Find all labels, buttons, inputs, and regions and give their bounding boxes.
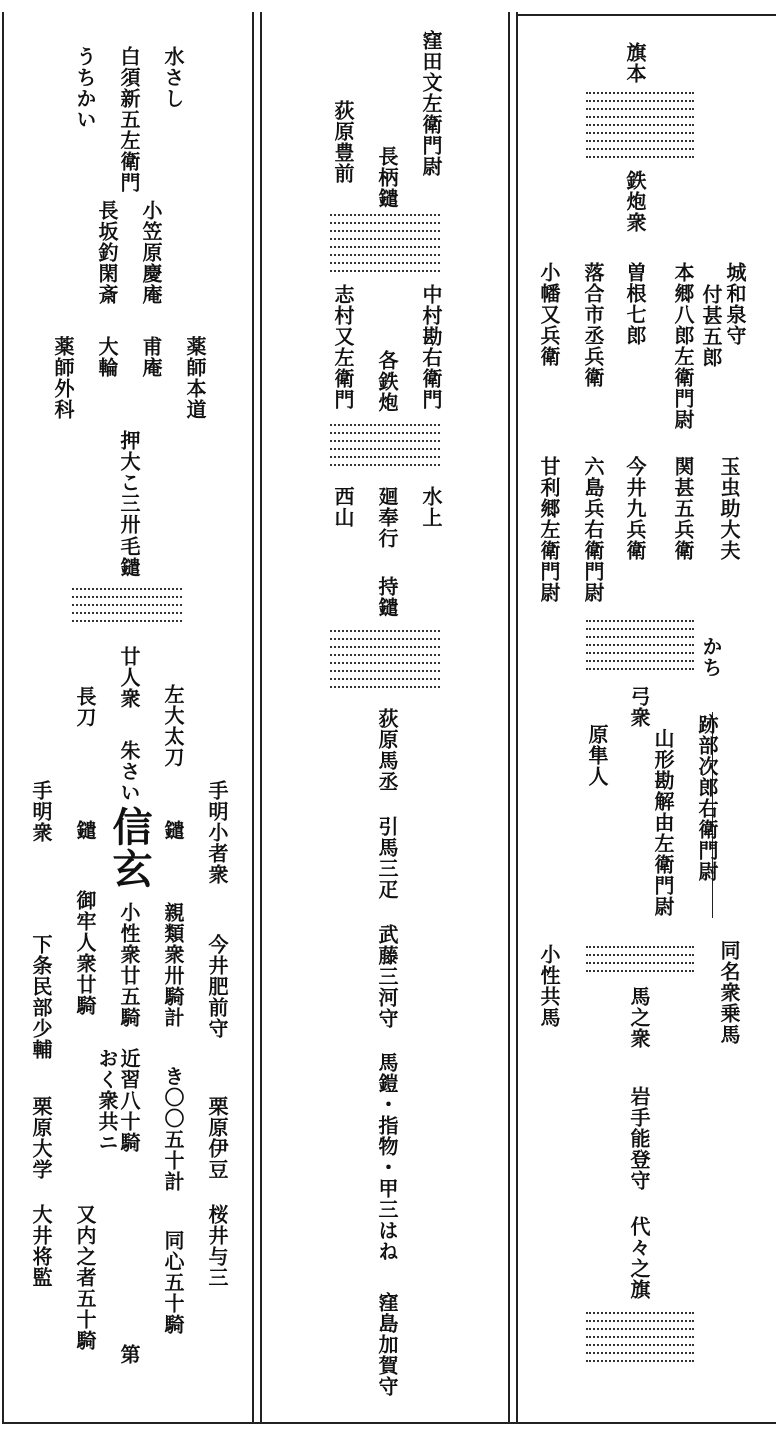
iwate-noto: 岩手能登守 (627, 1086, 651, 1191)
temei-komono-shu: 手明小者衆 (205, 780, 229, 885)
right-panel-left-line (516, 12, 518, 1424)
kinju-hachijukki: 近習八十騎 (117, 1048, 141, 1153)
obata-matabei: 小幡又兵衛 (537, 262, 561, 367)
shusai: 朱さい (117, 740, 141, 803)
oi-shogen: 大井将監 (29, 1204, 53, 1288)
dai-character: 第 (117, 1344, 141, 1365)
dotted-rule (586, 140, 694, 142)
dotted-rule (586, 668, 694, 670)
dotted-rule (330, 646, 440, 648)
dotted-rule (586, 124, 694, 126)
matauchi: 又内之者五十騎 (73, 1204, 97, 1351)
mochi-yari: 持鑓 (375, 576, 399, 618)
dotted-rule (330, 638, 440, 640)
dotted-rule (330, 424, 440, 426)
hoan: 甫庵 (139, 336, 163, 378)
dotted-rule (330, 670, 440, 672)
dotted-rule (586, 962, 694, 964)
middle-panel-right-line (508, 12, 510, 1424)
sone-shichiro: 曽根七郎 (623, 262, 647, 346)
imai-hizen: 今井肥前守 (205, 934, 229, 1039)
ronin-shu: 御牢人衆廿騎 (73, 890, 97, 1016)
kurihara-daigaku: 栗原大学 (29, 1096, 53, 1180)
hara-hayato: 原隼人 (585, 724, 609, 787)
ochiai-ichijo: 落合市丞兵衛 (581, 262, 605, 388)
ogasawara-keian: 小笠原慶庵 (139, 200, 163, 305)
kusushi-geka: 薬師外科 (51, 336, 75, 420)
muto-mikawa: 武藤三河守 (375, 924, 399, 1029)
nishiyama: 西山 (331, 486, 355, 528)
sakurai-yoza: 桜井与三 (205, 1204, 229, 1288)
tsuke-jingoro: 付甚五郎 (699, 284, 723, 368)
nijunin-shu: 廿人衆 (117, 646, 141, 709)
dotted-rule (586, 1312, 694, 1314)
dotted-rule (586, 652, 694, 654)
dotted-rule (72, 604, 182, 606)
shirasu: 白須新五左衛門 (117, 46, 141, 193)
kosho-tomo-uma: 小性共馬 (537, 944, 561, 1028)
kubota-bunzaemon: 窪田文左衛門尉 (419, 30, 443, 177)
hongo-hachiro: 本郷八郎左衛門尉 (671, 262, 695, 430)
dotted-rule (330, 246, 440, 248)
dotted-rule (330, 230, 440, 232)
dotted-rule (586, 116, 694, 118)
dotted-rule (330, 440, 440, 442)
shinrui-shu: 親類衆卅騎計 (161, 902, 185, 1028)
dotted-rule (586, 660, 694, 662)
teppo-shu: 鉄炮衆 (623, 170, 647, 233)
bottom-line (2, 1422, 776, 1424)
tamamushi: 玉虫助大夫 (717, 456, 741, 561)
ogiwara-umanojo: 荻原馬丞 (375, 708, 399, 792)
yamagata-kageyu: 山形勘解由左衛門尉 (651, 728, 675, 917)
dotted-rule (586, 970, 694, 972)
dotted-rule (330, 448, 440, 450)
right-panel-top-line (516, 14, 776, 16)
shimura-matazaemon: 志村又左衛門 (331, 284, 355, 410)
dotted-rule (330, 630, 440, 632)
dotted-rule (586, 1352, 694, 1354)
dotted-rule (330, 686, 440, 688)
dotted-rule (330, 238, 440, 240)
ke-yari: 毛鑓 (117, 536, 141, 578)
dotted-rule (586, 132, 694, 134)
dotted-rule (330, 456, 440, 458)
left-border-line (2, 12, 4, 1424)
dotted-rule (330, 254, 440, 256)
uchikai: うちかい (73, 46, 97, 130)
kurihara-izu: 栗原伊豆 (205, 1096, 229, 1180)
ki-gojukei: き〇〇五十計 (161, 1066, 185, 1192)
naginata: 長刀 (73, 686, 97, 728)
kubojima-kaga: 窪島加賀守 (375, 1292, 399, 1397)
mawari-bugyo: 廻奉行 (375, 486, 399, 549)
dotted-rule (586, 954, 694, 956)
left-panel-right-line (252, 12, 254, 1424)
dotted-rule (586, 620, 694, 622)
daidai-no-hata: 代々之旗 (627, 1216, 651, 1300)
mizusashi: 水さし (161, 46, 185, 109)
dotted-rule (586, 156, 694, 158)
dotted-rule (586, 100, 694, 102)
owa: 大輪 (95, 336, 119, 378)
dotted-rule (586, 1360, 694, 1362)
domyo-shu: 同名衆乗馬 (717, 940, 741, 1045)
dotted-rule (330, 222, 440, 224)
uma-no-shu: 馬之衆 (627, 986, 651, 1049)
dotted-rule (330, 262, 440, 264)
hikiuma: 引馬三疋 (375, 816, 399, 900)
dotted-rule (330, 662, 440, 664)
shingen: 信玄 (106, 806, 153, 890)
doshin-gojukki: 同心五十騎 (161, 1230, 185, 1335)
rokushima: 六島兵右衛門尉 (581, 456, 605, 603)
dotted-rule (586, 644, 694, 646)
dotted-rule (330, 214, 440, 216)
dotted-rule (586, 148, 694, 150)
dotted-rule (586, 1336, 694, 1338)
imai-kyubei: 今井九兵衛 (623, 456, 647, 561)
dotted-rule (586, 1328, 694, 1330)
amari-go: 甘利郷左衛門尉 (537, 456, 561, 603)
dotted-rule (586, 628, 694, 630)
dotted-rule (72, 612, 182, 614)
dotted-rule (330, 464, 440, 466)
okushu-tomoni: おく衆共ニ (95, 1048, 119, 1153)
kachi: かち (699, 636, 723, 678)
dotted-rule (72, 596, 182, 598)
hatamoto: 旗本 (623, 42, 647, 84)
yumi-shu: 弓衆 (627, 686, 651, 728)
mizukami: 水上 (419, 486, 443, 528)
yari-right: 鑓 (161, 820, 185, 841)
dotted-rule (330, 270, 440, 272)
jo-izumi-no-kami: 城和泉守 (723, 262, 747, 346)
kosho-shu: 小性衆廿五騎 (117, 902, 141, 1028)
kusushi-hondo: 薬師本道 (183, 336, 207, 420)
kaku-teppo: 各鉄炮 (375, 350, 399, 413)
uma-yoroi: 馬鎧・指物・甲三はね (375, 1052, 399, 1262)
dotted-rule (586, 1320, 694, 1322)
temei-shu: 手明衆 (29, 780, 53, 843)
dotted-rule (72, 620, 182, 622)
nakamura-kanemon: 中村勘右衛門 (419, 284, 443, 410)
dotted-rule (586, 108, 694, 110)
yari-left: 鑓 (73, 820, 97, 841)
dotted-rule (586, 92, 694, 94)
dotted-rule (586, 946, 694, 948)
nagasaka-chokansai: 長坂釣閑斎 (95, 200, 119, 305)
shimojo-minbu: 下条民部少輔 (29, 934, 53, 1060)
dotted-rule (330, 654, 440, 656)
atobe-jiro: 跡部次郎右衛門尉 (695, 714, 719, 882)
middle-panel-left-line (260, 12, 262, 1424)
oshi-taiko: 押大こ三卅 (117, 430, 141, 535)
seki-jingobei: 関甚五兵衛 (671, 456, 695, 561)
dotted-rule (586, 1344, 694, 1346)
nagae-yari: 長柄鑓 (375, 146, 399, 209)
dotted-rule (330, 432, 440, 434)
dotted-rule (586, 636, 694, 638)
ogiwara-buzen: 荻原豊前 (331, 100, 355, 184)
dotted-rule (72, 588, 182, 590)
dotted-rule (330, 678, 440, 680)
hidari-otachi: 左大太刀 (161, 684, 185, 768)
